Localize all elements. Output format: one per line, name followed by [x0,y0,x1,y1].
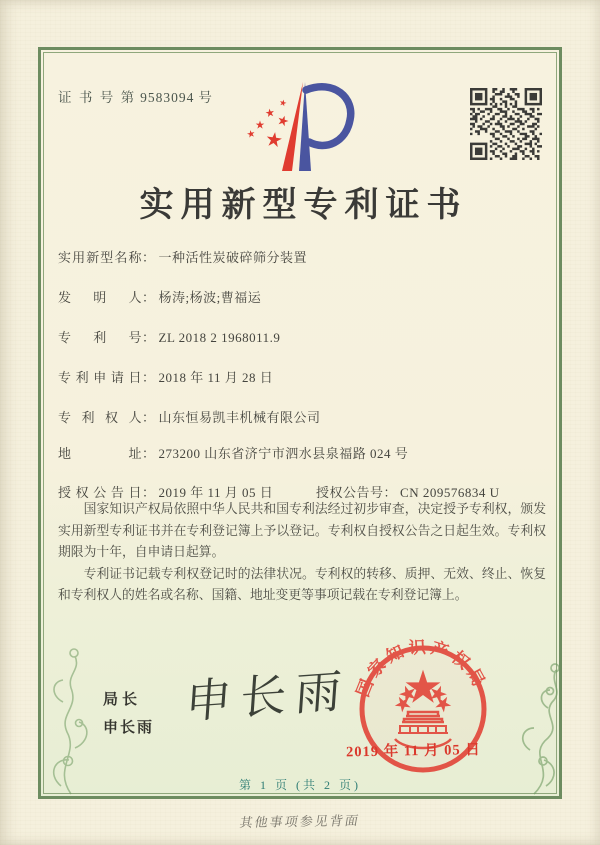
field-value: 一种活性炭破碎筛分装置 [158,250,308,265]
field-label: 发明人 [58,290,142,305]
field-value: 杨涛;杨波;曹福运 [158,290,262,305]
field-colon: ： [142,330,156,345]
field-row-inventor [58,287,261,306]
field-colon: ： [142,446,156,461]
certificate-number-value: 9583094 [140,90,195,105]
certificate-number-prefix: 证 书 号 第 [58,90,137,105]
field-label: 地址 [58,446,142,461]
seal-ring-text: 国家知识产权局 [353,637,491,700]
field-value: 2019 年 11 月 05 日 [158,485,274,500]
field-colon: ： [142,410,156,425]
director-autograph: 申长雨 [183,665,352,728]
legal-text-block [58,499,546,607]
back-note [0,811,600,831]
field-value: ZL 2018 2 1968011.9 [158,330,281,345]
field-value: 273200 山东省济宁市泗水县泉福路 024 号 [158,446,409,461]
certificate-number-suffix: 号 [198,90,214,105]
field-row-filing-date [58,367,273,386]
field-value: 山东恒易凯丰机械有限公司 [158,410,321,425]
back-note-text: 其他事项参见背面 [238,812,362,831]
field-colon: ： [142,290,156,305]
field-row-address [58,443,408,462]
page-number: 第 1 页 (共 2 页) [239,778,361,792]
field-row-patent-number [58,327,280,346]
field-label: 授权公告日 [58,485,142,500]
field-label: 专利号 [58,330,142,345]
legal-paragraph-2: 专利证书记载专利权登记时的法律状况。专利权的转移、质押、无效、终止、恢复和专利权人的姓名或名称、国籍、地址变更等事项记载在专利登记簿上。 [58,566,546,602]
field-colon: ： [142,370,156,385]
seal-date: 2019 年 11 月 05 日 [345,742,481,761]
legal-paragraph-1: 国家知识产权局依照中华人民共和国专利法经过初步审查，决定授予专利权，颁发实用新型专利证书并在专利登记簿上予以登记。专利权自授权公告之日起生效。专利权期限为十年，自申请日起算。 [58,502,546,559]
field-colon: ： [142,485,156,500]
qr-code [470,88,542,160]
director-name: 申长雨 [103,719,155,736]
director-title: 局长 [103,691,142,708]
field-colon: ： [383,485,398,500]
field-colon: ： [142,250,156,265]
field-label: 授权公告号 [316,485,384,500]
field-label: 专利权人 [58,410,142,425]
field-label: 实用新型名称 [58,250,142,265]
field-value: 2018 年 11 月 28 日 [158,370,274,385]
field-row-name [58,247,307,266]
certificate-title: 实用新型专利证书 [139,187,468,224]
certificate-number [58,86,214,106]
field-value: CN 209576834 U [400,485,500,500]
field-row-patentee [58,407,321,426]
corner-flourish-left [41,628,103,796]
field-label: 专利申请日 [58,370,142,385]
cnipa-logo-icon [238,74,368,182]
